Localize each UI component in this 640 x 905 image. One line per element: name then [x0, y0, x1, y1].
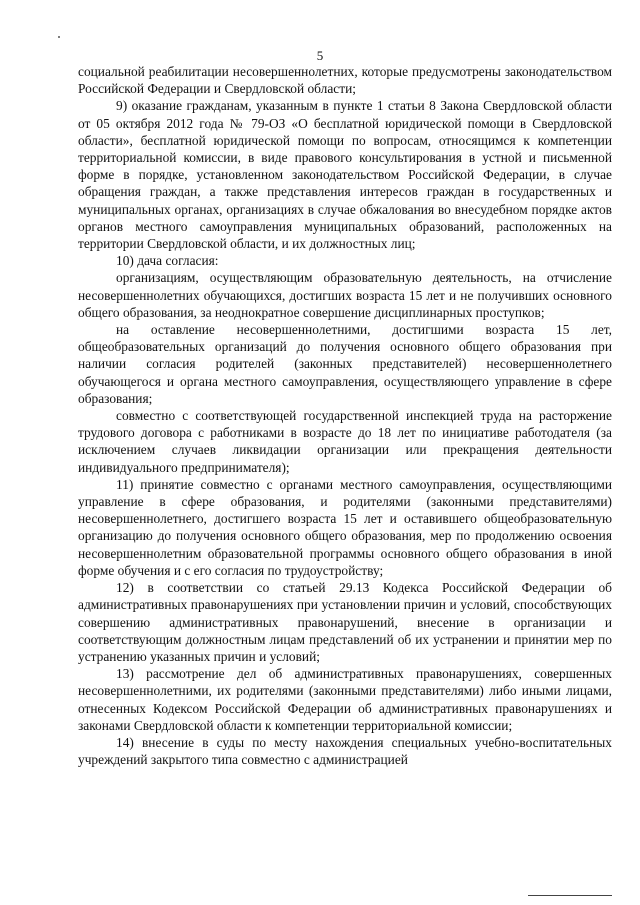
document-body [78, 63, 612, 768]
paragraph-item-10-leaving-school: на оставление несовершеннолетними, достигшими возраста 15 лет, общеобразовательных организаций до получения основного общего образования при наличии согласия родителей (законных представителей) несовершеннолетнего обучающегося и органа местного самоуправления, осуществляющего управление в сфере образования; [78, 322, 612, 406]
paragraph-item-13: 13) рассмотрение дел об административных правонарушениях, совершенных несовершеннолетними, их родителями (законными представителями) либо иными лицами, отнесенных Кодексом Российской Федерации об административных правонарушениях и законами Свердловской области к компетенции территориальной комиссии; [78, 666, 612, 733]
paragraph-item-9: 9) оказание гражданам, указанным в пункте 1 статьи 8 Закона Свердловской области от 05 октября 2012 года № 79-ОЗ «О бесплатной юридической помощи в Свердловской области», бесплатной юридической помощи по вопросам, относящимся к компетенции территориальной комиссии, в виде правового консультирования в устной и письменной форме в порядке, установленном законодательством Российской Федерации, в случае обращения граждан, а также представления интересов граждан в государственных и муниципальных органах, организациях в случае обжалования во внесудебном порядке актов органов местного самоуправления муниципальных образований, расположенных на территории Свердловской области, и их должностных лиц; [78, 98, 612, 252]
paragraph-item-11: 11) принятие совместно с органами местного самоуправления, осуществляющими управление в сфере образования, и родителями (законными представителями) несовершеннолетнего, достигшего возраста 15 лет и оставившего общеобразовательную организацию до получения основного общего образования, мер по продолжению освоения несовершеннолетним образовательной программы основного общего образования в иной форме обучения и с его согласия по трудоустройству; [78, 476, 612, 578]
paragraph-item-14: 14) внесение в суды по месту нахождения специальных учебно-воспитательных учреждений закрытого типа совместно с администрацией [78, 734, 612, 768]
paragraph-item-10-labor-contract: совместно с соответствующей государственной инспекцией труда на расторжение трудового договора с работниками в возрасте до 18 лет по инициативе работодателя (за исключением случаев ликвидации организации или прекращения деятельности индивидуального предпринимателя); [78, 408, 612, 475]
paragraph-item-10: 10) дача согласия: [116, 253, 219, 269]
page-number: 5 [316, 48, 324, 63]
scan-speck [58, 36, 60, 38]
paragraph-continuation: социальной реабилитации несовершеннолетних, которые предусмотрены законодательством Российской Федерации и Свердловской области; [78, 64, 612, 97]
paragraph-item-10-expulsion: организациям, осуществляющим образовательную деятельность, на отчисление несовершеннолетних обучающихся, достигших возраста 15 лет и не получивших основного общего образования, за неоднократное совершение дисциплинарных проступков; [78, 270, 612, 320]
paragraph-item-12: 12) в соответствии со статьей 29.13 Кодекса Российской Федерации об административных правонарушениях при установлении причин и условий, способствующих совершению административных правонарушений, внесение в организации и соответствующим должностным лицам представлений об их устранении и принятии мер по устранению указанных причин и условий; [78, 580, 612, 664]
footer-rule [528, 895, 612, 896]
